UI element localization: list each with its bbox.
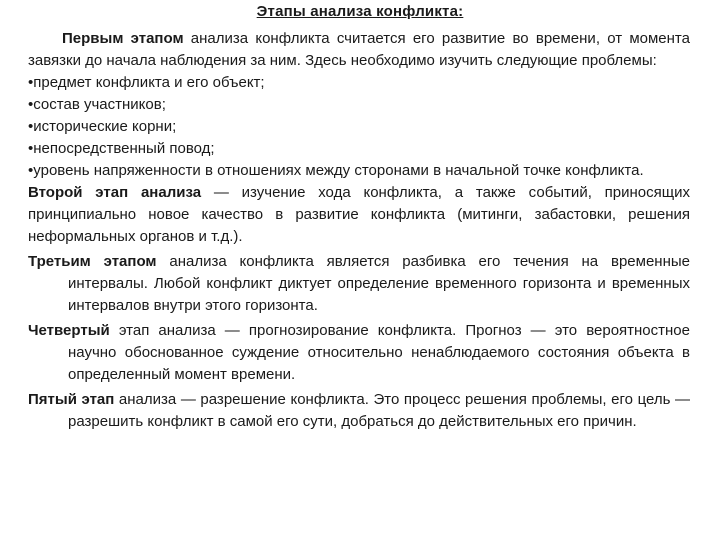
bullet-item	[28, 160, 690, 182]
first-stage-text: анализа конфликта считается его развитие во времени, от момента завязки до начала наблюдения за ним. Здесь необходимо изучить следующие проблемы:	[28, 30, 690, 69]
second-stage-lead: Второй этап анализа	[28, 184, 202, 201]
third-stage-lead: Третьим этапом	[28, 253, 157, 270]
bullet-text: предмет конфликта и его объект;	[33, 74, 265, 91]
paragraph-fourth-stage	[28, 320, 690, 386]
page-title: Этапы анализа конфликта:	[256, 3, 464, 20]
fourth-stage-lead: Четвертый	[28, 322, 110, 339]
paragraph-third-stage	[28, 251, 690, 317]
fifth-stage-lead: Пятый этап	[28, 391, 115, 408]
bullet-text: состав участников;	[33, 96, 166, 113]
fourth-stage-text: этап анализа — прогнозирование конфликта. Прогноз — это вероятностное научно обоснованное суждение относительно ненаблюдаемого состояния объекта в определенный момент времени.	[68, 322, 690, 383]
third-stage-text: анализа конфликта является разбивка его течения на временные интервалы. Любой конфликт диктует определение временного горизонта и временных интервалов внутри этого горизонта.	[68, 253, 690, 314]
bullet-item	[28, 116, 690, 138]
document-body	[28, 28, 690, 433]
paragraph-second-stage	[28, 182, 690, 248]
bullet-item	[28, 72, 690, 94]
bullet-item	[28, 138, 690, 160]
paragraph-first-stage	[28, 28, 690, 72]
bullet-text: исторические корни;	[33, 118, 177, 135]
bullet-text: уровень напряженности в отношениях между сторонами в начальной точке конфликта.	[33, 162, 644, 179]
paragraph-fifth-stage	[28, 389, 690, 433]
bullet-item	[28, 94, 690, 116]
bullet-text: непосредственный повод;	[33, 140, 215, 157]
first-stage-lead: Первым этапом	[62, 30, 184, 47]
second-stage-text: — изучение хода конфликта, а также событий, приносящих принципиально новое качество в развитие конфликта (митинги, забастовки, решения неформальных органов и т.д.).	[28, 184, 690, 245]
fifth-stage-text: анализа — разрешение конфликта. Это процесс решения проблемы, его цель — разрешить конфликт в самой его сути, добраться до действительных его причин.	[68, 391, 690, 430]
